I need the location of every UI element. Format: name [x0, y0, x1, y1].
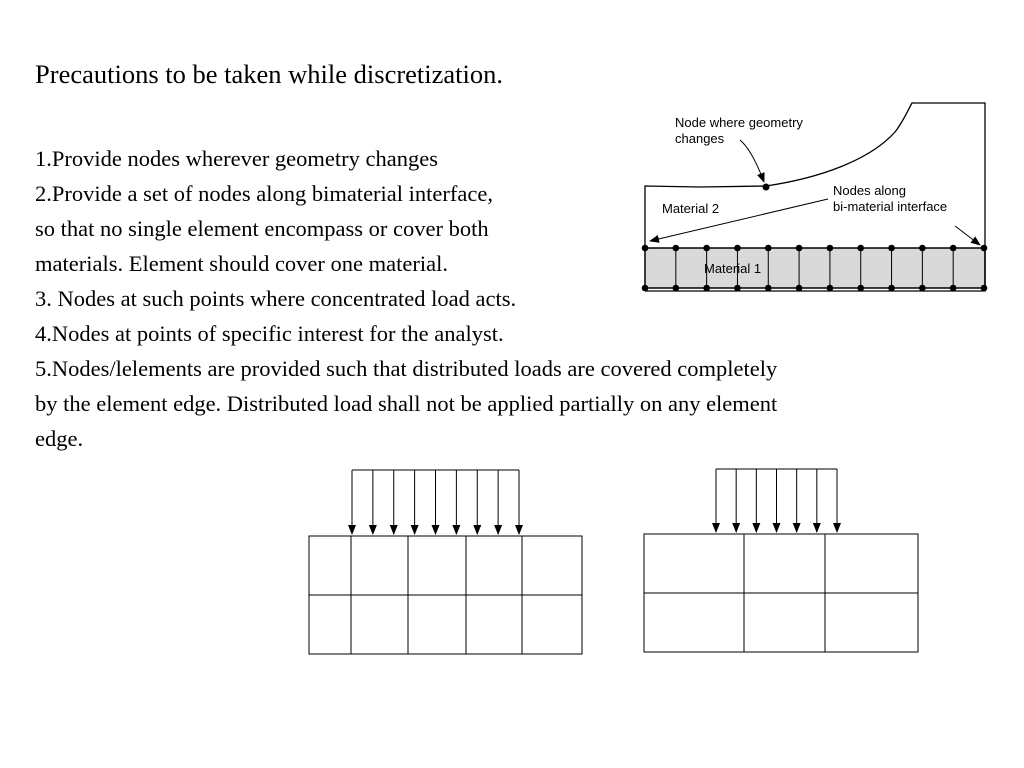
- interface-node: [827, 245, 834, 252]
- body-line-2: 2.Provide a set of nodes along bimaterial interface,: [35, 181, 493, 206]
- bottom-node: [765, 285, 772, 292]
- body-line-9: edge.: [35, 426, 84, 451]
- body-line-6: 4.Nodes at points of specific interest for the analyst.: [35, 321, 504, 346]
- body-line-5: 3. Nodes at such points where concentrated load acts.: [35, 286, 517, 311]
- body-line-8: by the element edge. Distributed load shall not be applied partially on any element: [35, 391, 778, 416]
- interface-node: [888, 245, 895, 252]
- material-1-label: Material 1: [704, 261, 762, 276]
- interface-node: [734, 245, 741, 252]
- interface-node: [673, 245, 680, 252]
- body-line-1: 1.Provide nodes wherever geometry changes: [35, 146, 438, 171]
- interface-node: [950, 245, 957, 252]
- bimaterial-interface-figure: [642, 103, 988, 291]
- interface-node: [642, 245, 649, 252]
- body-line-3: so that no single element encompass or cover both: [35, 216, 489, 241]
- load-on-full-edges-figure: [309, 470, 582, 654]
- load-on-partial-edges-figure: [644, 469, 918, 652]
- interface-node: [796, 245, 803, 252]
- bottom-node: [796, 285, 803, 292]
- body-line-7: 5.Nodes/lelements are provided such that distributed loads are covered completely: [35, 356, 778, 381]
- slide-title: Precautions to be taken while discretization.: [35, 59, 504, 89]
- interface-node: [919, 245, 926, 252]
- material-1-region: [645, 248, 985, 288]
- load-arrows: [716, 469, 837, 532]
- bottom-node: [919, 285, 926, 292]
- bottom-node: [703, 285, 710, 292]
- geometry-change-node: [763, 184, 770, 191]
- node-geometry-label-line-1: Node where geometry: [675, 115, 803, 130]
- interface-node: [703, 245, 710, 252]
- nodes-along-label-line-2: bi-material interface: [833, 199, 948, 214]
- node-geometry-label-line-2: changes: [675, 131, 725, 146]
- interface-node: [765, 245, 772, 252]
- bottom-node: [950, 285, 957, 292]
- load-arrows: [352, 470, 519, 534]
- geometry-node-arrow: [740, 140, 764, 182]
- nodes-along-label-line-1: Nodes along: [833, 183, 906, 198]
- bottom-node: [981, 285, 988, 292]
- bottom-node: [673, 285, 680, 292]
- bottom-node: [888, 285, 895, 292]
- bottom-node: [857, 285, 864, 292]
- interface-node: [857, 245, 864, 252]
- bottom-node: [827, 285, 834, 292]
- body-line-4: materials. Element should cover one material.: [35, 251, 448, 276]
- interface-arrow-right: [955, 226, 980, 245]
- interface-node: [981, 245, 988, 252]
- bottom-node: [734, 285, 741, 292]
- bottom-node: [642, 285, 649, 292]
- material-2-label: Material 2: [662, 201, 720, 216]
